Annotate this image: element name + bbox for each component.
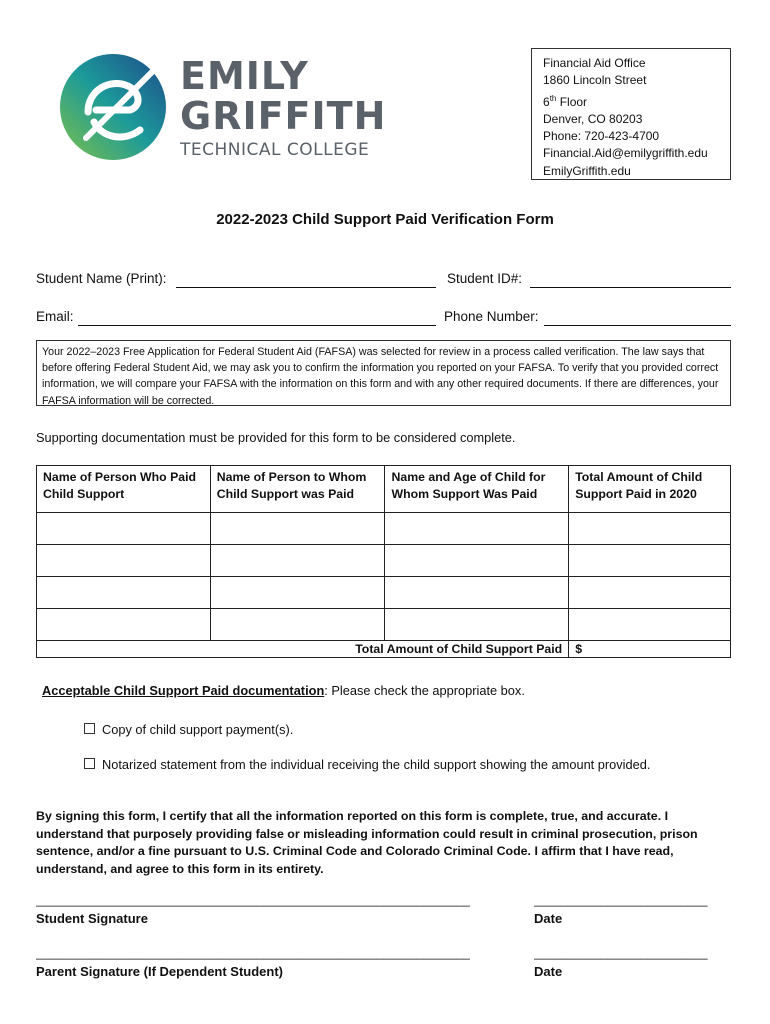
table-row	[37, 577, 731, 609]
table-row	[37, 609, 731, 641]
student-date-label: Date	[534, 911, 563, 926]
student-id-label: Student ID#:	[447, 271, 523, 286]
floor-word: Floor	[556, 94, 588, 109]
office-city: Denver, CO 80203	[543, 111, 643, 126]
total-label: Total Amount of Child Support Paid	[37, 641, 569, 658]
table-cell[interactable]	[385, 577, 569, 609]
office-phone: Phone: 720-423-4700	[543, 129, 660, 144]
table-cell[interactable]	[569, 545, 731, 577]
email-input-line[interactable]	[78, 325, 436, 326]
office-website: EmilyGriffith.edu	[543, 163, 631, 178]
checkbox-payment-copy[interactable]	[84, 723, 95, 734]
total-amount-cell[interactable]: $	[569, 641, 731, 658]
table-cell[interactable]	[210, 577, 385, 609]
table-cell[interactable]	[569, 513, 731, 545]
student-signature-label: Student Signature	[36, 911, 148, 926]
header-payer: Name of Person Who Paid Child Support	[37, 466, 211, 513]
student-id-input-line[interactable]	[530, 287, 731, 288]
acceptable-documentation	[42, 683, 525, 698]
parent-signature-label: Parent Signature (If Dependent Student)	[36, 964, 284, 979]
child-support-table	[36, 465, 731, 658]
option-notarized-statement-label: Notarized statement from the individual receiving the child support showing the amount provided.	[102, 757, 651, 772]
table-cell[interactable]	[37, 577, 211, 609]
table-cell[interactable]	[210, 545, 385, 577]
table-row	[37, 513, 731, 545]
office-name: Financial Aid Office	[543, 56, 646, 70]
college-logo	[58, 50, 388, 165]
office-address-box	[531, 48, 731, 180]
student-date-line[interactable]: __________________________	[534, 893, 708, 907]
form-title: 2022-2023 Child Support Paid Verification Form	[216, 211, 554, 228]
phone-input-line[interactable]	[544, 325, 731, 326]
table-cell[interactable]	[37, 513, 211, 545]
table-cell[interactable]	[569, 609, 731, 641]
option-payment-copy-label: Copy of child support payment(s).	[102, 722, 294, 737]
floor-number: 6	[543, 94, 550, 109]
logo-text-line2: GRIFFITH	[180, 94, 387, 138]
supporting-documentation-note: Supporting documentation must be provided for this form to be considered complete.	[36, 430, 516, 445]
parent-signature-line[interactable]: _________________________________________________________________	[36, 946, 470, 960]
table-cell[interactable]	[37, 545, 211, 577]
acceptable-instruction: : Please check the appropriate box.	[324, 683, 525, 698]
parent-date-label: Date	[534, 964, 563, 979]
header-amount: Total Amount of Child Support Paid in 2020	[569, 466, 731, 513]
table-cell[interactable]	[210, 609, 385, 641]
table-header-row	[37, 466, 731, 513]
table-cell[interactable]	[210, 513, 385, 545]
table-total-row	[37, 641, 731, 658]
option-payment-copy[interactable]	[84, 722, 293, 737]
acceptable-heading: Acceptable Child Support Paid documentation	[42, 683, 325, 698]
office-floor	[543, 90, 730, 111]
email-label: Email:	[36, 309, 74, 324]
header-payee: Name of Person to Whom Child Support was Paid	[210, 466, 385, 513]
table-cell[interactable]	[569, 577, 731, 609]
verification-notice: Your 2022–2023 Free Application for Federal Student Aid (FAFSA) was selected for review in a process called verification. The law says that before offering Federal Student Aid, we may ask you to confirm the information you reported on your FAFSA. To verify that you provided correct information, we will compare your FAFSA with the information on this form and with any other required documents. If there are differences, your FAFSA information will be corrected.	[36, 340, 731, 406]
checkbox-notarized-statement[interactable]	[84, 758, 95, 769]
parent-date-line[interactable]: __________________________	[534, 946, 708, 960]
logo-emblem-icon	[58, 50, 173, 165]
table-cell[interactable]	[385, 609, 569, 641]
student-signature-line[interactable]: _________________________________________________________________	[36, 893, 470, 907]
student-name-input-line[interactable]	[176, 287, 436, 288]
floor-suffix: th	[549, 93, 557, 103]
table-cell[interactable]	[37, 609, 211, 641]
table-cell[interactable]	[385, 513, 569, 545]
table-row	[37, 545, 731, 577]
table-cell[interactable]	[385, 545, 569, 577]
student-name-label: Student Name (Print):	[36, 271, 167, 286]
logo-text-line1: EMILY	[180, 54, 309, 98]
office-email: Financial.Aid@emilygriffith.edu	[543, 146, 708, 161]
certification-statement: By signing this form, I certify that all the information reported on this form is complete, true, and accurate. I understand that purposely providing false or misleading information could result in criminal prosecution, prison sentence, and/or a fine pursuant to U.S. Criminal Code and Colorado Criminal Code. I affirm that I have read, understand, and agree to this form in its entirety.	[36, 809, 698, 876]
office-street: 1860 Lincoln Street	[543, 73, 647, 88]
phone-label: Phone Number:	[444, 309, 539, 324]
option-notarized-statement[interactable]	[84, 757, 650, 772]
header-child: Name and Age of Child for Whom Support Was Paid	[385, 466, 569, 513]
logo-text-line3: TECHNICAL COLLEGE	[180, 140, 370, 160]
